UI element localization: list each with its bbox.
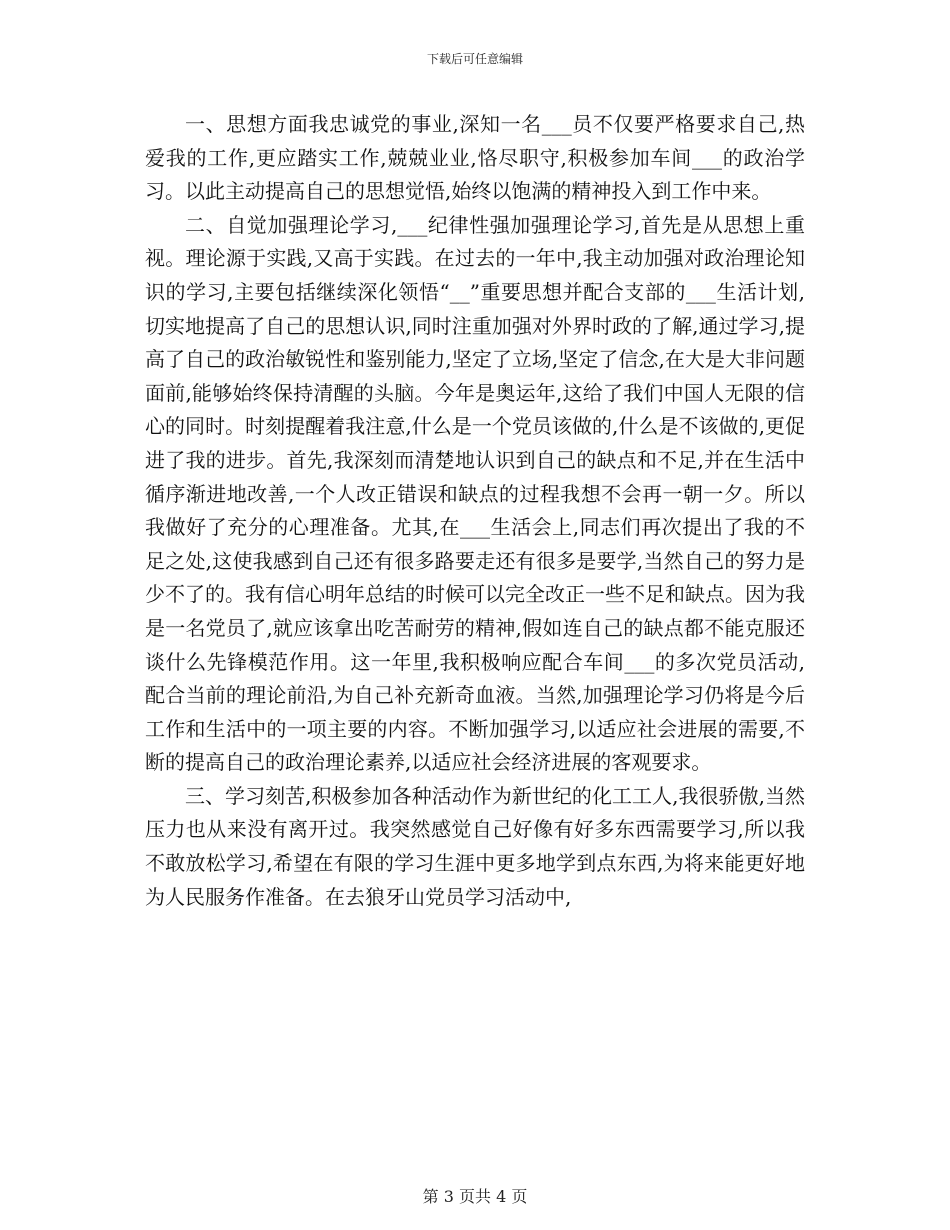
paragraph-thought: 一、思想方面我忠诚党的事业,深知一名___员不仅要严格要求自己,热爱我的工作,更应踏实工作,兢兢业业,恪尽职守,积极参加车间___的政治学习。以此主动提高自己的思想觉悟,始终以饱满的精神投入到工作中来。 — [145, 112, 805, 204]
paragraph-diligent-study: 三、学习刻苦,积极参加各种活动作为新世纪的化工工人,我很骄傲,当然压力也从来没有离开过。我突然感觉自己好像有好多东西需要学习,所以我不敢放松学习,希望在有限的学习生涯中更多地学到点东西,为将来能更好地为人民服务作准备。在去狼牙山党员学习活动中, — [145, 783, 805, 909]
page-header: 下载后可任意编辑 — [426, 52, 523, 66]
paragraph-theory-study: 二、自觉加强理论学习,___纪律性强加强理论学习,首先是从思想上重视。理论源于实践,又高于实践。在过去的一年中,我主动加强对政治理论知识的学习,主要包括继续深化领悟“__”重要思想并配合支部的___生活计划,切实地提高了自己的思想认识,同时注重加强对外界时政的了解,通过学习,提高了自己的政治敏锐性和鉴别能力,坚定了立场,坚定了信念,在大是大非问题面前,能够始终保持清醒的头脑。今年是奥运年,这给了我们中国人无限的信心的同时。时刻提醒着我注意,什么是一个党员该做的,什么是不该做的,更促进了我的进步。首先,我深刻而清楚地认识到自己的缺点和不足,并在生活中循序渐进地改善,一个人改正错误和缺点的过程我想不会再一朝一夕。所以我做好了充分的心理准备。尤其,在___生活会上,同志们再次提出了我的不足之处,这使我感到自己还有很多路要走还有很多是要学,当然自己的努力是少不了的。我有信心明年总结的时候可以完全改正一些不足和缺点。因为我是一名党员了,就应该拿出吃苦耐劳的精神,假如连自己的缺点都不能克服还谈什么先锋模范作用。这一年里,我积极响应配合车间___的多次党员活动,配合当前的理论前沿,为自己补充新奇血液。当然,加强理论学习仍将是今后工作和生活中的一项主要的内容。不断加强学习,以适应社会进展的需要,不断的提高自己的政治理论素养,以适应社会经济进展的客观要求。 — [145, 212, 805, 775]
document-body — [145, 108, 805, 914]
page-footer: 第 3 页共 4 页 — [422, 1187, 528, 1206]
